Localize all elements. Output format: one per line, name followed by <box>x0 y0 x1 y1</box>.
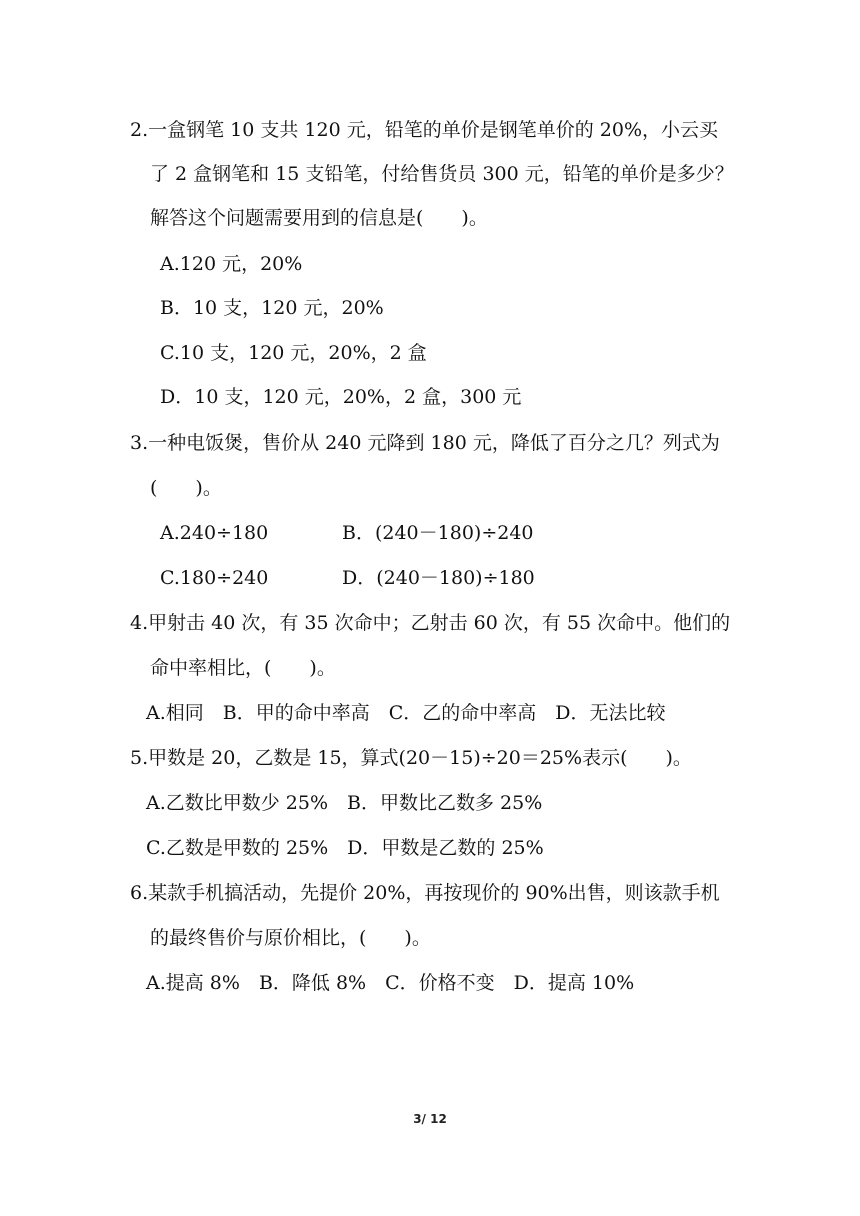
q2-option-c: C.10 支，120 元，20%，2 盒 <box>160 342 427 364</box>
q2-line-1: 2.一盒钢笔 10 支共 120 元，铅笔的单价是钢笔单价的 20%，小云买 <box>130 119 718 141</box>
q3-option-d: D．(240－180)÷180 <box>342 567 535 589</box>
q3-option-c: C.180÷240 <box>160 567 269 589</box>
q3-option-b: B．(240－180)÷240 <box>342 522 534 544</box>
q6-line-1: 6.某款手机搞活动，先提价 20%，再按现价的 90%出售，则该款手机 <box>130 882 720 904</box>
q4-line-1: 4.甲射击 40 次，有 35 次命中；乙射击 60 次，有 55 次命中。他们的 <box>130 612 731 634</box>
q3-line-2: ( )。 <box>150 477 222 499</box>
q5-line-1: 5.甲数是 20，乙数是 15，算式(20－15)÷20＝25%表示( )。 <box>130 747 692 769</box>
q4-options: A.相同 B．甲的命中率高 C．乙的命中率高 D．无法比较 <box>146 702 666 724</box>
q4-line-2: 命中率相比，( )。 <box>150 657 336 679</box>
q2-option-b: B．10 支，120 元，20% <box>160 297 384 319</box>
q6-options: A.提高 8% B．降低 8% C．价格不变 D．提高 10% <box>146 972 635 994</box>
q2-line-3: 解答这个问题需要用到的信息是( )。 <box>150 207 488 229</box>
page-number: 3/ 12 <box>413 1112 447 1126</box>
q3-line-1: 3.一种电饭煲，售价从 240 元降到 180 元，降低了百分之几？列式为 <box>130 432 720 454</box>
q2-option-a: A.120 元，20% <box>160 253 303 275</box>
q5-options-2: C.乙数是甲数的 25% D．甲数是乙数的 25% <box>146 837 544 859</box>
q3-option-a: A.240÷180 <box>160 522 269 544</box>
q6-line-2: 的最终售价与原价相比，( )。 <box>150 927 431 949</box>
q5-options-1: A.乙数比甲数少 25% B．甲数比乙数多 25% <box>146 792 543 814</box>
q2-line-2: 了 2 盒钢笔和 15 支铅笔，付给售货员 300 元，铅笔的单价是多少？ <box>150 163 734 185</box>
q2-option-d: D．10 支，120 元，20%，2 盒，300 元 <box>160 386 522 408</box>
